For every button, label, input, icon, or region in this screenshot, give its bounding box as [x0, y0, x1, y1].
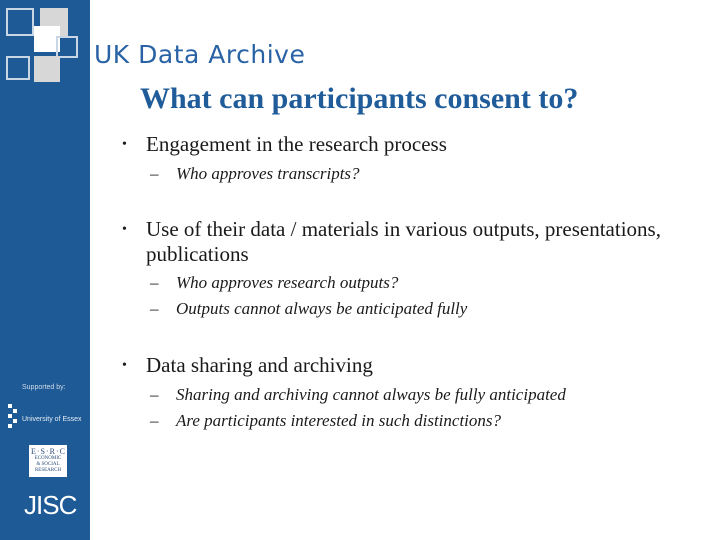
university-of-essex-label: University of Essex — [22, 416, 82, 423]
sub-bullet-text: Are participants interested in such distinctions? — [176, 411, 502, 430]
logo-square-outline-top — [6, 8, 34, 36]
logo-square-outline-bottom — [6, 56, 30, 80]
bullet-text: Use of their data / materials in various outputs, presentations, publications — [146, 217, 661, 266]
sub-bullet-text: Who approves transcripts? — [176, 164, 360, 183]
dash-icon: – — [150, 411, 159, 430]
dash-icon: – — [150, 164, 159, 183]
sub-bullet — [150, 411, 501, 431]
sub-bullet — [150, 273, 398, 293]
dash-icon: – — [150, 273, 159, 292]
sidebar — [0, 0, 90, 540]
bullet-dot-icon: • — [122, 222, 127, 237]
esrc-letters: E·S·R·C — [31, 447, 66, 456]
university-of-essex-logo-icon — [8, 404, 18, 430]
sub-bullet-text: Sharing and archiving cannot always be fully anticipated — [176, 385, 566, 404]
sub-bullet — [150, 164, 360, 184]
jisc-logo: JISC — [24, 490, 77, 520]
bullet-text: Engagement in the research process — [146, 132, 447, 156]
bullet-dot-icon: • — [122, 358, 127, 373]
brand-name: UK Data Archive — [94, 40, 306, 69]
esrc-logo — [29, 445, 67, 477]
esrc-line: ECONOMIC — [34, 456, 62, 461]
sub-bullet-text: Outputs cannot always be anticipated fully — [176, 299, 468, 318]
sub-bullet — [150, 299, 467, 319]
logo-square-outline-right — [56, 36, 78, 58]
bullet-item — [122, 217, 666, 267]
sub-bullet — [150, 385, 566, 405]
esrc-line: RESEARCH — [34, 468, 62, 473]
dash-icon: – — [150, 385, 159, 404]
esrc-line: & SOCIAL — [36, 462, 60, 467]
bullet-dot-icon: • — [122, 137, 127, 152]
bullet-text: Data sharing and archiving — [146, 353, 373, 377]
dash-icon: – — [150, 299, 159, 318]
logo-square-grey-bottom — [34, 56, 60, 82]
bullet-item — [122, 132, 666, 157]
slide-title: What can participants consent to? — [140, 82, 579, 115]
supported-by-label: Supported by: — [22, 384, 66, 391]
sub-bullet-text: Who approves research outputs? — [176, 273, 399, 292]
bullet-item — [122, 353, 666, 378]
